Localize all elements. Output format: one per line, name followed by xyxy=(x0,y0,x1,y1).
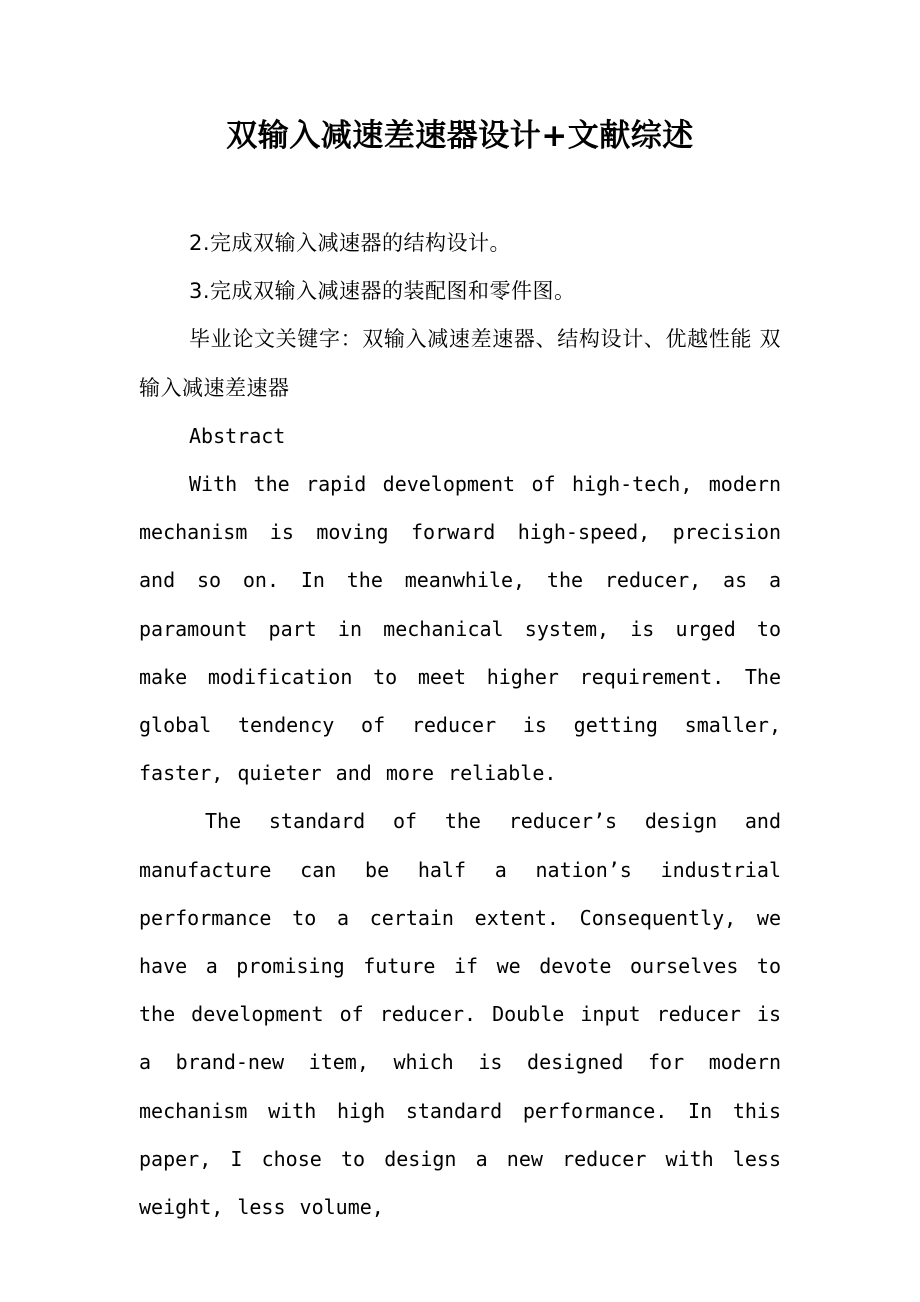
document-title: 双输入减速差速器设计+文献综述 xyxy=(226,118,694,154)
document-body xyxy=(139,219,781,1231)
abstract-paragraph-2: The standard of the reducer’s design and manufacture can be half a nation’s industrial performance to a certain extent. Consequently, we have a promising future if we devote ourselves to the development of reducer. Double input reducer is a brand-new item, which is designed for modern mechanism with high standard performance. In this paper, I chose to design a new reducer with less weight, less volume, xyxy=(139,809,781,1220)
objective-item-2: 2.完成双输入减速器的结构设计。 xyxy=(189,231,512,255)
objective-item-3: 3.完成双输入减速器的装配图和零件图。 xyxy=(189,279,576,304)
abstract-heading: Abstract xyxy=(189,423,286,448)
keywords-paragraph: 毕业论文关键字：双输入减速差速器、结构设计、优越性能 双输入减速差速器 xyxy=(139,327,781,400)
abstract-paragraph-1: With the rapid development of high-tech, modern mechanism is moving forward high-speed, precision and so on. In the meanwhile, the reducer, as a paramount part in mechanical system, is urged to make modification to meet higher requirement. The global tendency of reducer is getting smaller, faster, quieter and more reliable. xyxy=(139,472,781,786)
